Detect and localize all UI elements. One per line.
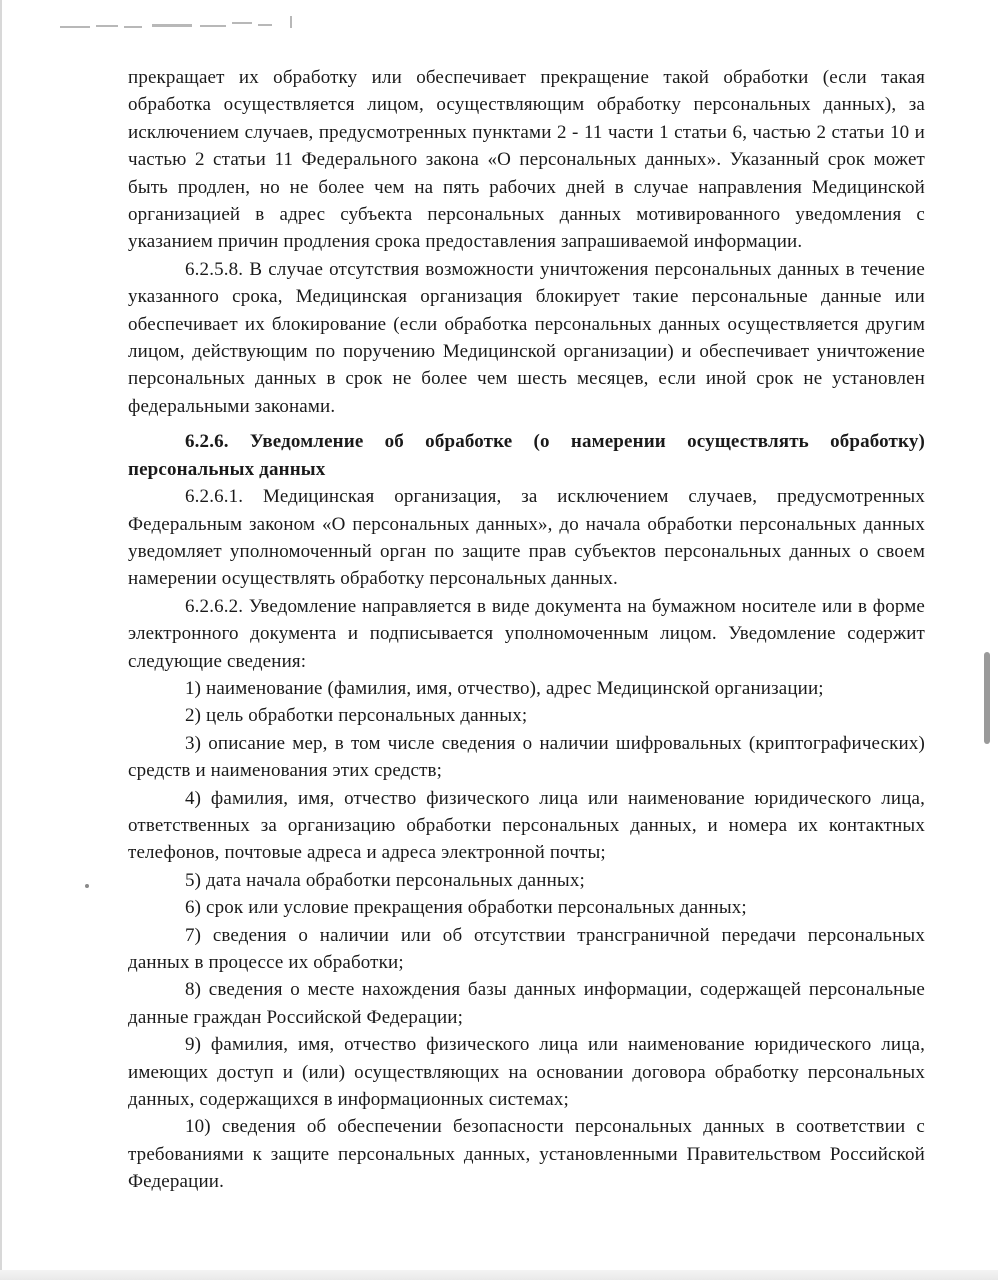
- paragraph-6-2-6-2: 6.2.6.2. Уведомление направляется в виде документа на бумажном носителе или в форме электронного документа и подписывается уполномоченным лицом. Уведомление содержит следующие сведения:: [128, 595, 925, 672]
- scrollbar-thumb[interactable]: [984, 652, 990, 744]
- paragraph-6-2-6-1: 6.2.6.1. Медицинская организация, за исключением случаев, предусмотренных Федеральным законом «О персональных данных», до начала обработки персональных данных уведомляет уполномоченный орган по защите прав субъектов персональных данных о своем намерении осуществлять обработку персональных данных.: [128, 486, 925, 590]
- list-item: 4) фамилия, имя, отчество физического лица или наименование юридического лица, ответственных за организацию обработки персональных данных, и номера их контактных телефонов, почтовые адреса и адреса электронной почты;: [128, 787, 925, 864]
- section-heading-6-2-6: 6.2.6. Уведомление об обработке (о намерении осуществлять обработку) персональных данных: [128, 431, 925, 480]
- list-item: 10) сведения об обеспечении безопасности персональных данных в соответствии с требованиями к защите персональных данных, установленными Правительством Российской Федерации.: [128, 1116, 925, 1193]
- page-bottom-edge: [0, 1270, 998, 1280]
- paragraph-6-2-5-8: 6.2.5.8. В случае отсутствия возможности уничтожения персональных данных в течение указанного срока, Медицинская организация блокирует такие персональные данные или обеспечивает их блокирование (если обработка персональных данных осуществляется другим лицом, действующим по поручению Медицинской организации) и обеспечивает уничтожение персональных данных в срок не более чем шесть месяцев, если иной срок не установлен федеральными законами.: [128, 258, 925, 417]
- list-item: 7) сведения о наличии или об отсутствии трансграничной передачи персональных данных в процессе их обработки;: [128, 924, 925, 973]
- page-edge: [0, 0, 2, 1280]
- document-body: [128, 64, 925, 1196]
- list-item: 5) дата начала обработки персональных данных;: [185, 869, 585, 891]
- list-item: 3) описание мер, в том числе сведения о наличии шифровальных (криптографических) средств и наименования этих средств;: [128, 732, 925, 782]
- list-item: 1) наименование (фамилия, имя, отчество), адрес Медицинской организации;: [185, 677, 824, 699]
- scan-dot: [85, 884, 89, 888]
- list-item: 6) срок или условие прекращения обработки персональных данных;: [185, 897, 747, 919]
- paragraph-continuation: прекращает их обработку или обеспечивает прекращение такой обработки (если такая обработка осуществляется лицом, осуществляющим обработку персональных данных), за исключением случаев, предусмотренных пунктами 2 - 11 части 1 статьи 6, частью 2 статьи 10 и частью 2 статьи 11 Федерального закона «О персональных данных». Указанный срок может быть продлен, но не более чем на пять рабочих дней в случае направления Медицинской организацией в адрес субъекта персональных данных мотивированного уведомления с указанием причин продления срока предоставления запрашиваемой информации.: [128, 67, 925, 253]
- list-item: 9) фамилия, имя, отчество физического лица или наименование юридического лица, имеющих доступ и (или) осуществляющих на основании договора обработку персональных данных, содержащихся в информационных системах;: [128, 1034, 925, 1111]
- scan-artifact-marks: [60, 12, 320, 40]
- list-item: 2) цель обработки персональных данных;: [185, 705, 528, 727]
- list-item: 8) сведения о месте нахождения базы данных информации, содержащей персональные данные граждан Российской Федерации;: [128, 979, 925, 1028]
